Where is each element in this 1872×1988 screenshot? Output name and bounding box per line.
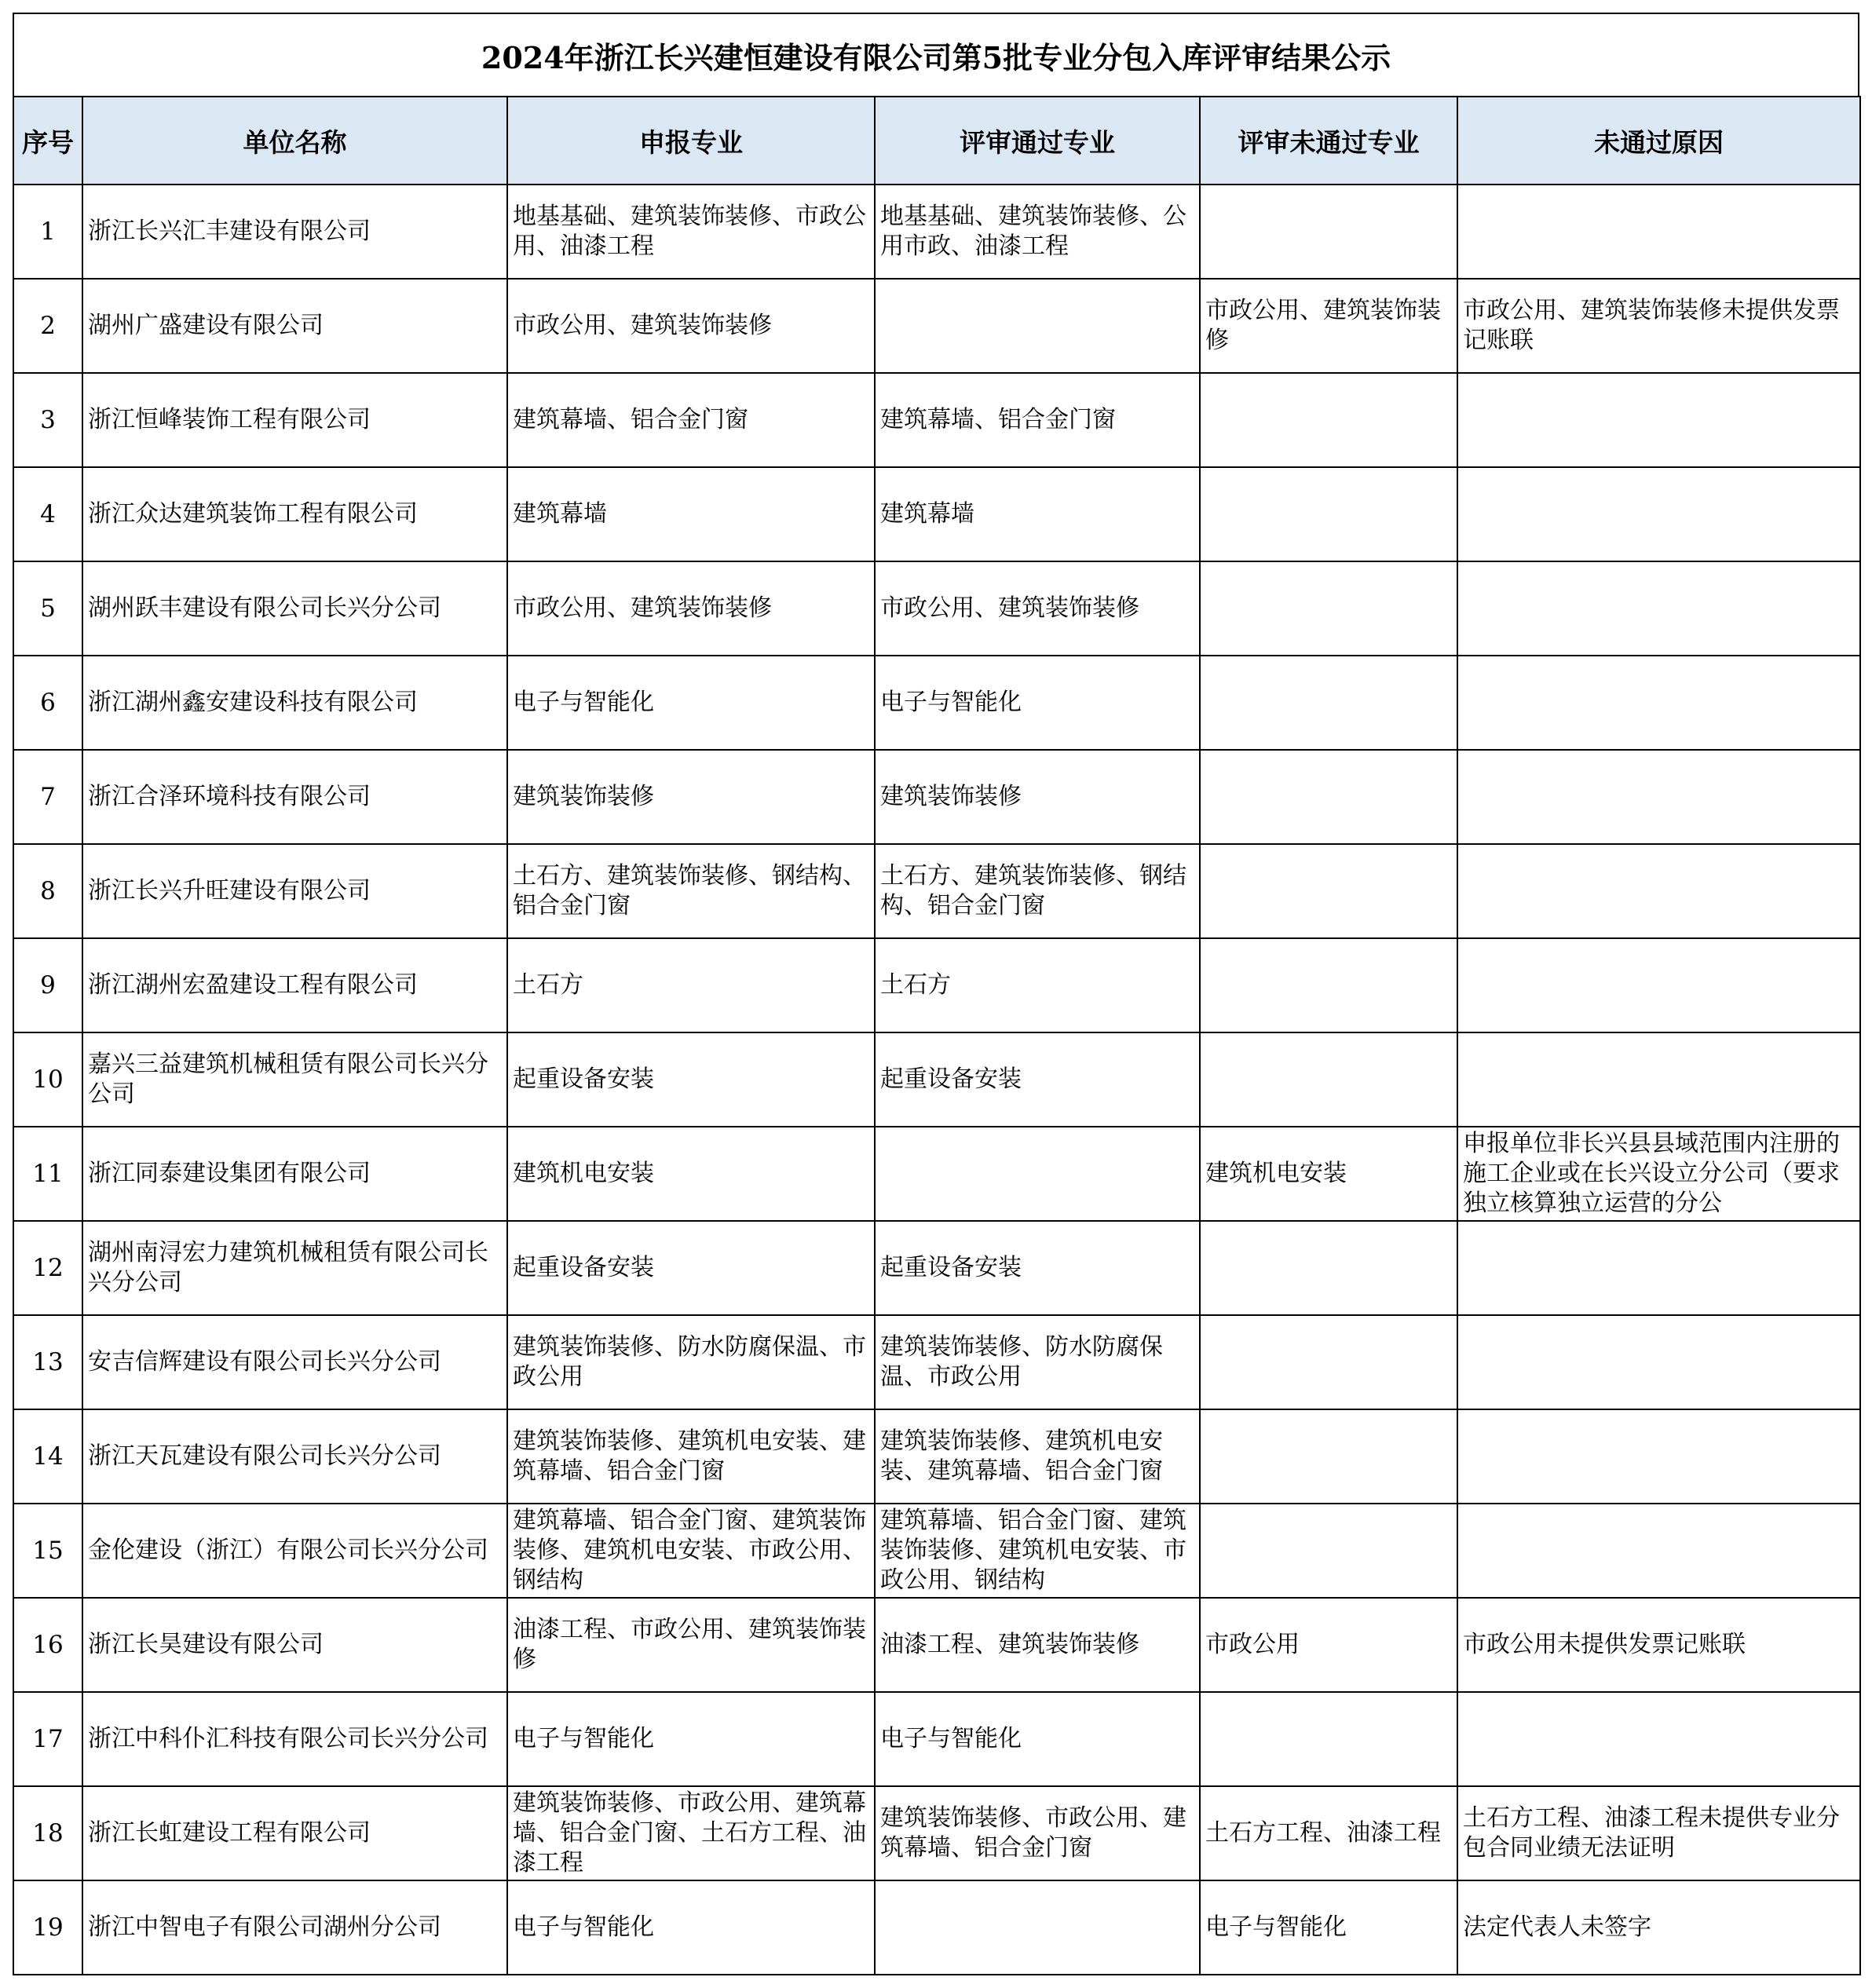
cell-company	[82, 1221, 507, 1315]
cell-applied-text: 建筑机电安装	[513, 1160, 654, 1187]
table-row	[13, 1127, 1860, 1221]
table-row	[13, 1409, 1860, 1504]
cell-company	[82, 1127, 507, 1221]
cell-reason	[1457, 656, 1860, 750]
table-row	[13, 1221, 1860, 1315]
cell-index	[13, 1504, 82, 1598]
table-row	[13, 1786, 1860, 1880]
cell-applied	[507, 373, 875, 467]
cell-passed	[875, 467, 1200, 561]
cell-index-text: 7	[40, 783, 56, 811]
cell-index-text: 9	[40, 971, 56, 999]
cell-index	[13, 1880, 82, 1975]
table-row	[13, 1598, 1860, 1692]
cell-failed	[1200, 750, 1457, 844]
cell-passed	[875, 1032, 1200, 1127]
cell-failed	[1200, 844, 1457, 938]
cell-failed	[1200, 1409, 1457, 1504]
cell-company	[82, 656, 507, 750]
cell-passed	[875, 561, 1200, 656]
cell-failed	[1200, 1032, 1457, 1127]
header-applied: 申报专业	[507, 97, 875, 185]
cell-index-text: 12	[32, 1254, 64, 1282]
cell-index	[13, 1598, 82, 1692]
cell-reason	[1457, 1221, 1860, 1315]
cell-company	[82, 1598, 507, 1692]
cell-failed	[1200, 1504, 1457, 1598]
cell-applied-text: 电子与智能化	[513, 1725, 654, 1752]
cell-index	[13, 844, 82, 938]
cell-applied-text: 建筑装饰装修、市政公用、建筑幕墙、铝合金门窗、土石方工程、油漆工程	[513, 1789, 866, 1877]
cell-index-text: 3	[40, 406, 56, 434]
cell-index-text: 15	[32, 1537, 64, 1565]
cell-failed	[1200, 1315, 1457, 1409]
cell-passed	[875, 1786, 1200, 1880]
cell-reason	[1457, 185, 1860, 279]
cell-applied-text: 起重设备安装	[513, 1254, 654, 1281]
table-row	[13, 938, 1860, 1032]
cell-reason-text: 申报单位非长兴县县域范围内注册的施工企业或在长兴设立分公司（要求独立核算独立运营的分公	[1463, 1130, 1840, 1217]
cell-applied	[507, 1409, 875, 1504]
cell-index-text: 8	[40, 877, 56, 905]
cell-index	[13, 561, 82, 656]
cell-passed	[875, 1127, 1200, 1221]
header-row	[13, 97, 1860, 185]
cell-index-text: 11	[32, 1160, 64, 1188]
cell-passed	[875, 844, 1200, 938]
header-passed: 评审通过专业	[875, 97, 1200, 185]
cell-reason-text: 市政公用、建筑装饰装修未提供发票记账联	[1463, 297, 1840, 354]
cell-company	[82, 938, 507, 1032]
cell-company-text: 浙江合泽环境科技有限公司	[88, 783, 371, 810]
cell-applied	[507, 185, 875, 279]
cell-index-text: 17	[32, 1725, 64, 1753]
cell-passed	[875, 1504, 1200, 1598]
cell-passed	[875, 279, 1200, 373]
cell-failed	[1200, 1880, 1457, 1975]
cell-applied	[507, 1504, 875, 1598]
cell-index	[13, 373, 82, 467]
cell-applied	[507, 750, 875, 844]
cell-company	[82, 844, 507, 938]
cell-applied	[507, 561, 875, 656]
cell-index-text: 4	[40, 500, 56, 528]
cell-company-text: 浙江众达建筑装饰工程有限公司	[88, 500, 418, 528]
cell-index-text: 6	[40, 689, 56, 717]
cell-index	[13, 938, 82, 1032]
cell-reason	[1457, 750, 1860, 844]
table-row	[13, 467, 1860, 561]
cell-applied	[507, 1221, 875, 1315]
cell-index-text: 5	[40, 594, 56, 623]
cell-index-text: 13	[32, 1348, 64, 1376]
cell-failed	[1200, 938, 1457, 1032]
cell-passed-text: 土石方、建筑装饰装修、钢结构、铝合金门窗	[880, 862, 1186, 919]
cell-company	[82, 1786, 507, 1880]
cell-reason	[1457, 1315, 1860, 1409]
cell-index-text: 2	[40, 312, 56, 340]
cell-reason	[1457, 844, 1860, 938]
cell-failed	[1200, 1786, 1457, 1880]
cell-applied	[507, 1315, 875, 1409]
cell-passed	[875, 1598, 1200, 1692]
cell-applied	[507, 1127, 875, 1221]
cell-company	[82, 561, 507, 656]
cell-applied	[507, 1032, 875, 1127]
header-failed: 评审未通过专业	[1200, 97, 1457, 185]
cell-company	[82, 185, 507, 279]
cell-index	[13, 1127, 82, 1221]
cell-index	[13, 185, 82, 279]
table-row	[13, 656, 1860, 750]
cell-company-text: 浙江天瓦建设有限公司长兴分公司	[88, 1442, 441, 1470]
cell-reason	[1457, 467, 1860, 561]
table-row	[13, 1315, 1860, 1409]
header-company: 单位名称	[82, 97, 507, 185]
cell-company	[82, 750, 507, 844]
cell-failed	[1200, 467, 1457, 561]
cell-applied-text: 土石方	[513, 971, 583, 999]
cell-passed-text: 电子与智能化	[880, 1725, 1022, 1752]
cell-company-text: 湖州广盛建设有限公司	[88, 312, 324, 339]
cell-applied-text: 建筑幕墙、铝合金门窗	[513, 406, 748, 433]
cell-index	[13, 1786, 82, 1880]
cell-index-text: 16	[32, 1631, 64, 1659]
cell-applied	[507, 844, 875, 938]
cell-index-text: 14	[32, 1442, 64, 1471]
cell-index	[13, 750, 82, 844]
cell-company	[82, 1315, 507, 1409]
cell-failed	[1200, 1221, 1457, 1315]
cell-index-text: 19	[32, 1913, 64, 1942]
cell-company	[82, 1692, 507, 1786]
cell-company	[82, 1409, 507, 1504]
cell-company-text: 浙江中智电子有限公司湖州分公司	[88, 1913, 441, 1941]
cell-index	[13, 1032, 82, 1127]
cell-applied-text: 土石方、建筑装饰装修、钢结构、铝合金门窗	[513, 862, 866, 919]
cell-reason	[1457, 1880, 1860, 1975]
cell-passed-text: 市政公用、建筑装饰装修	[880, 594, 1139, 622]
cell-applied-text: 建筑装饰装修、建筑机电安装、建筑幕墙、铝合金门窗	[513, 1427, 866, 1485]
cell-failed	[1200, 1692, 1457, 1786]
table-row	[13, 1504, 1860, 1598]
cell-applied-text: 电子与智能化	[513, 1913, 654, 1941]
cell-applied-text: 电子与智能化	[513, 689, 654, 716]
table-row	[13, 279, 1860, 373]
cell-company-text: 浙江恒峰装饰工程有限公司	[88, 406, 371, 433]
cell-failed	[1200, 1127, 1457, 1221]
cell-passed-text: 建筑装饰装修、建筑机电安装、建筑幕墙、铝合金门窗	[880, 1427, 1163, 1485]
cell-index-text: 1	[40, 217, 56, 246]
cell-applied-text: 市政公用、建筑装饰装修	[513, 312, 772, 339]
cell-reason-text: 土石方工程、油漆工程未提供专业分包合同业绩无法证明	[1463, 1804, 1840, 1862]
results-table	[13, 96, 1861, 1975]
cell-applied-text: 油漆工程、市政公用、建筑装饰装修	[513, 1616, 866, 1673]
cell-index	[13, 656, 82, 750]
cell-reason	[1457, 1504, 1860, 1598]
cell-company	[82, 279, 507, 373]
cell-failed-text: 土石方工程、油漆工程	[1205, 1819, 1441, 1847]
cell-reason	[1457, 1692, 1860, 1786]
cell-company-text: 嘉兴三益建筑机械租赁有限公司长兴分公司	[88, 1051, 488, 1108]
cell-company-text: 浙江长兴升旺建设有限公司	[88, 877, 371, 904]
cell-passed-text: 起重设备安装	[880, 1254, 1022, 1281]
page-title: 2024年浙江长兴建恒建设有限公司第5批专业分包入库评审结果公示	[13, 13, 1859, 96]
cell-index	[13, 1315, 82, 1409]
cell-company-text: 湖州南浔宏力建筑机械租赁有限公司长兴分公司	[88, 1239, 488, 1296]
cell-passed	[875, 1880, 1200, 1975]
cell-passed-text: 地基基础、建筑装饰装修、公用市政、油漆工程	[880, 203, 1186, 260]
cell-applied-text: 起重设备安装	[513, 1065, 654, 1093]
cell-passed-text: 建筑装饰装修、市政公用、建筑幕墙、铝合金门窗	[880, 1804, 1186, 1862]
cell-applied	[507, 1598, 875, 1692]
header-reason: 未通过原因	[1457, 97, 1860, 185]
table-row	[13, 373, 1860, 467]
cell-passed-text: 油漆工程、建筑装饰装修	[880, 1631, 1139, 1658]
table-row	[13, 561, 1860, 656]
cell-passed	[875, 938, 1200, 1032]
header-index: 序号	[13, 97, 82, 185]
cell-company-text: 浙江长虹建设工程有限公司	[88, 1819, 371, 1847]
cell-index	[13, 467, 82, 561]
cell-applied-text: 建筑幕墙	[513, 500, 607, 528]
cell-failed-text: 电子与智能化	[1205, 1913, 1347, 1941]
cell-passed-text: 建筑幕墙	[880, 500, 974, 528]
cell-passed	[875, 373, 1200, 467]
cell-failed	[1200, 185, 1457, 279]
cell-applied	[507, 1786, 875, 1880]
cell-reason	[1457, 279, 1860, 373]
cell-index	[13, 1409, 82, 1504]
cell-reason	[1457, 1598, 1860, 1692]
cell-company-text: 湖州跃丰建设有限公司长兴分公司	[88, 594, 441, 622]
cell-applied-text: 地基基础、建筑装饰装修、市政公用、油漆工程	[513, 203, 866, 260]
cell-applied	[507, 938, 875, 1032]
cell-company-text: 浙江长昊建设有限公司	[88, 1631, 324, 1658]
cell-reason	[1457, 561, 1860, 656]
cell-company-text: 浙江湖州宏盈建设工程有限公司	[88, 971, 418, 999]
cell-failed-text: 市政公用	[1205, 1631, 1300, 1658]
cell-company	[82, 467, 507, 561]
cell-passed	[875, 656, 1200, 750]
results-sheet	[13, 13, 1859, 1975]
cell-company-text: 浙江湖州鑫安建设科技有限公司	[88, 689, 418, 716]
cell-reason	[1457, 1786, 1860, 1880]
cell-failed	[1200, 656, 1457, 750]
cell-failed	[1200, 373, 1457, 467]
cell-applied-text: 建筑装饰装修、防水防腐保温、市政公用	[513, 1333, 866, 1391]
cell-applied	[507, 1692, 875, 1786]
cell-reason	[1457, 1409, 1860, 1504]
cell-applied	[507, 467, 875, 561]
cell-passed	[875, 185, 1200, 279]
cell-passed-text: 电子与智能化	[880, 689, 1022, 716]
cell-applied	[507, 1880, 875, 1975]
cell-reason	[1457, 938, 1860, 1032]
cell-index	[13, 1221, 82, 1315]
table-row	[13, 750, 1860, 844]
cell-passed	[875, 1221, 1200, 1315]
cell-company-text: 浙江同泰建设集团有限公司	[88, 1160, 371, 1187]
table-row	[13, 1032, 1860, 1127]
cell-applied	[507, 279, 875, 373]
cell-reason	[1457, 1127, 1860, 1221]
cell-reason-text: 市政公用未提供发票记账联	[1463, 1631, 1746, 1658]
cell-passed	[875, 1409, 1200, 1504]
cell-failed	[1200, 561, 1457, 656]
cell-reason	[1457, 373, 1860, 467]
cell-index	[13, 1692, 82, 1786]
cell-company	[82, 373, 507, 467]
cell-reason-text: 法定代表人未签字	[1463, 1913, 1651, 1941]
cell-passed-text: 起重设备安装	[880, 1065, 1022, 1093]
cell-passed	[875, 750, 1200, 844]
table-row	[13, 1692, 1860, 1786]
cell-index-text: 10	[32, 1065, 64, 1094]
cell-reason	[1457, 1032, 1860, 1127]
table-row	[13, 185, 1860, 279]
cell-failed-text: 市政公用、建筑装饰装修	[1205, 297, 1441, 354]
cell-applied-text: 建筑装饰装修	[513, 783, 654, 810]
cell-company-text: 浙江长兴汇丰建设有限公司	[88, 217, 371, 245]
cell-company	[82, 1504, 507, 1598]
cell-passed-text: 建筑装饰装修、防水防腐保温、市政公用	[880, 1333, 1163, 1391]
cell-company	[82, 1880, 507, 1975]
cell-company-text: 安吉信辉建设有限公司长兴分公司	[88, 1348, 441, 1376]
cell-passed	[875, 1692, 1200, 1786]
cell-company-text: 浙江中科仆汇科技有限公司长兴分公司	[88, 1725, 488, 1752]
cell-company	[82, 1032, 507, 1127]
table-body	[13, 185, 1860, 1975]
cell-passed-text: 土石方	[880, 971, 951, 999]
cell-applied-text: 建筑幕墙、铝合金门窗、建筑装饰装修、建筑机电安装、市政公用、钢结构	[513, 1507, 866, 1594]
cell-passed-text: 建筑装饰装修	[880, 783, 1022, 810]
cell-index	[13, 279, 82, 373]
cell-applied	[507, 656, 875, 750]
cell-failed	[1200, 1598, 1457, 1692]
cell-failed	[1200, 279, 1457, 373]
cell-failed-text: 建筑机电安装	[1205, 1160, 1347, 1187]
cell-company-text: 金伦建设（浙江）有限公司长兴分公司	[88, 1537, 488, 1564]
cell-passed-text: 建筑幕墙、铝合金门窗	[880, 406, 1116, 433]
table-row	[13, 844, 1860, 938]
cell-index-text: 18	[32, 1819, 64, 1847]
cell-passed	[875, 1315, 1200, 1409]
cell-passed-text: 建筑幕墙、铝合金门窗、建筑装饰装修、建筑机电安装、市政公用、钢结构	[880, 1507, 1186, 1594]
cell-applied-text: 市政公用、建筑装饰装修	[513, 594, 772, 622]
table-row	[13, 1880, 1860, 1975]
